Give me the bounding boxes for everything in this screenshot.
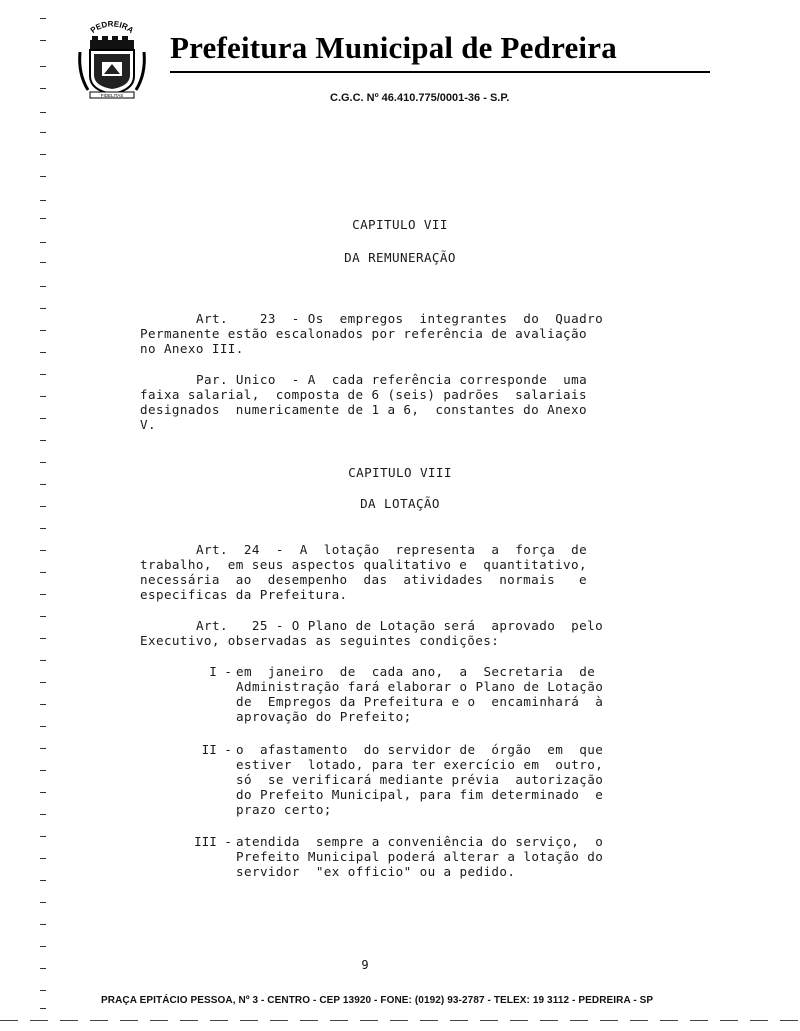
article-23-line: Permanente estão escalonados por referência de avaliação	[140, 326, 587, 341]
item-2-line: estiver lotado, para ter exercício em outro,	[236, 757, 604, 772]
header-rule	[170, 71, 710, 73]
paragraph-unico-line: designados numericamente de 1 a 6, constantes do Anexo	[140, 402, 587, 417]
item-2-line: do Prefeito Municipal, para fim determinado e	[236, 787, 604, 802]
item-1-line: Administração fará elaborar o Plano de Lotação	[236, 679, 604, 694]
chapter-8-subheading: DA LOTAÇÃO	[360, 496, 440, 511]
footer-address: PRAÇA EPITÁCIO PESSOA, Nº 3 - CENTRO - CEP 13920 - FONE: (0192) 93-2787 - TELEX: 19 3112 - PEDREIRA - SP	[101, 995, 654, 1006]
article-23-line: no Anexo III.	[140, 341, 244, 356]
svg-text:FIDELITAS: FIDELITAS	[100, 93, 124, 98]
paragraph-unico	[140, 372, 587, 432]
item-2	[236, 742, 603, 817]
paragraph-unico-line: faixa salarial, composta de 6 (seis) padrões salariais	[140, 387, 587, 402]
paragraph-unico-line: Par. Unico - A cada referência corresponde uma	[196, 372, 588, 387]
article-25-line: Executivo, observadas as seguintes condições:	[140, 633, 500, 648]
cgc-number: C.G.C. Nº 46.410.775/0001-36 - S.P.	[330, 92, 510, 104]
article-24-line: trabalho, em seus aspectos qualitativo e quantitativo,	[140, 557, 587, 572]
item-2-line: prazo certo;	[236, 802, 332, 817]
article-24-line: Art. 24 - A lotação representa a força de	[196, 542, 588, 557]
item-1-line: de Empregos da Prefeitura e o encaminhará à	[236, 694, 604, 709]
chapter-7-subheading: DA REMUNERAÇÃO	[344, 250, 456, 265]
article-25-line: Art. 25 - O Plano de Lotação será aprovado pelo	[196, 618, 604, 633]
item-3-line: servidor "ex officio" ou a pedido.	[236, 864, 516, 879]
item-3	[236, 834, 603, 879]
item-3-line: Prefeito Municipal poderá alterar a lotação do	[236, 849, 604, 864]
item-1-line: aprovação do Prefeito;	[236, 709, 412, 724]
article-24	[140, 542, 587, 602]
paragraph-unico-line: V.	[140, 417, 156, 432]
municipal-crest-icon	[76, 18, 148, 104]
item-2-line: o afastamento do servidor de órgão em que	[236, 742, 604, 757]
article-23-line: Art. 23 - Os empregos integrantes do Quadro	[196, 311, 604, 326]
article-25	[140, 618, 603, 648]
article-23	[140, 311, 603, 356]
organization-title: Prefeitura Municipal de Pedreira	[170, 30, 617, 65]
page-number: 9	[361, 958, 369, 972]
item-2-line: só se verificará mediante prévia autorização	[236, 772, 604, 787]
chapter-7-heading: CAPITULO VII	[352, 217, 448, 232]
chapter-8-heading: CAPITULO VIII	[348, 465, 452, 480]
bottom-rule	[0, 1020, 800, 1021]
item-1	[236, 664, 603, 724]
article-24-line: necessária ao desempenho das atividades normais e	[140, 572, 587, 587]
item-3-line: atendida sempre a conveniência do serviço, o	[236, 834, 604, 849]
item-1-numeral: I -	[209, 664, 232, 679]
article-24-line: especificas da Prefeitura.	[140, 587, 348, 602]
item-2-numeral: II -	[201, 742, 232, 757]
svg-text:PEDREIRA: PEDREIRA	[88, 19, 136, 36]
item-1-line: em janeiro de cada ano, a Secretaria de	[236, 664, 596, 679]
item-3-numeral: III -	[194, 834, 232, 849]
